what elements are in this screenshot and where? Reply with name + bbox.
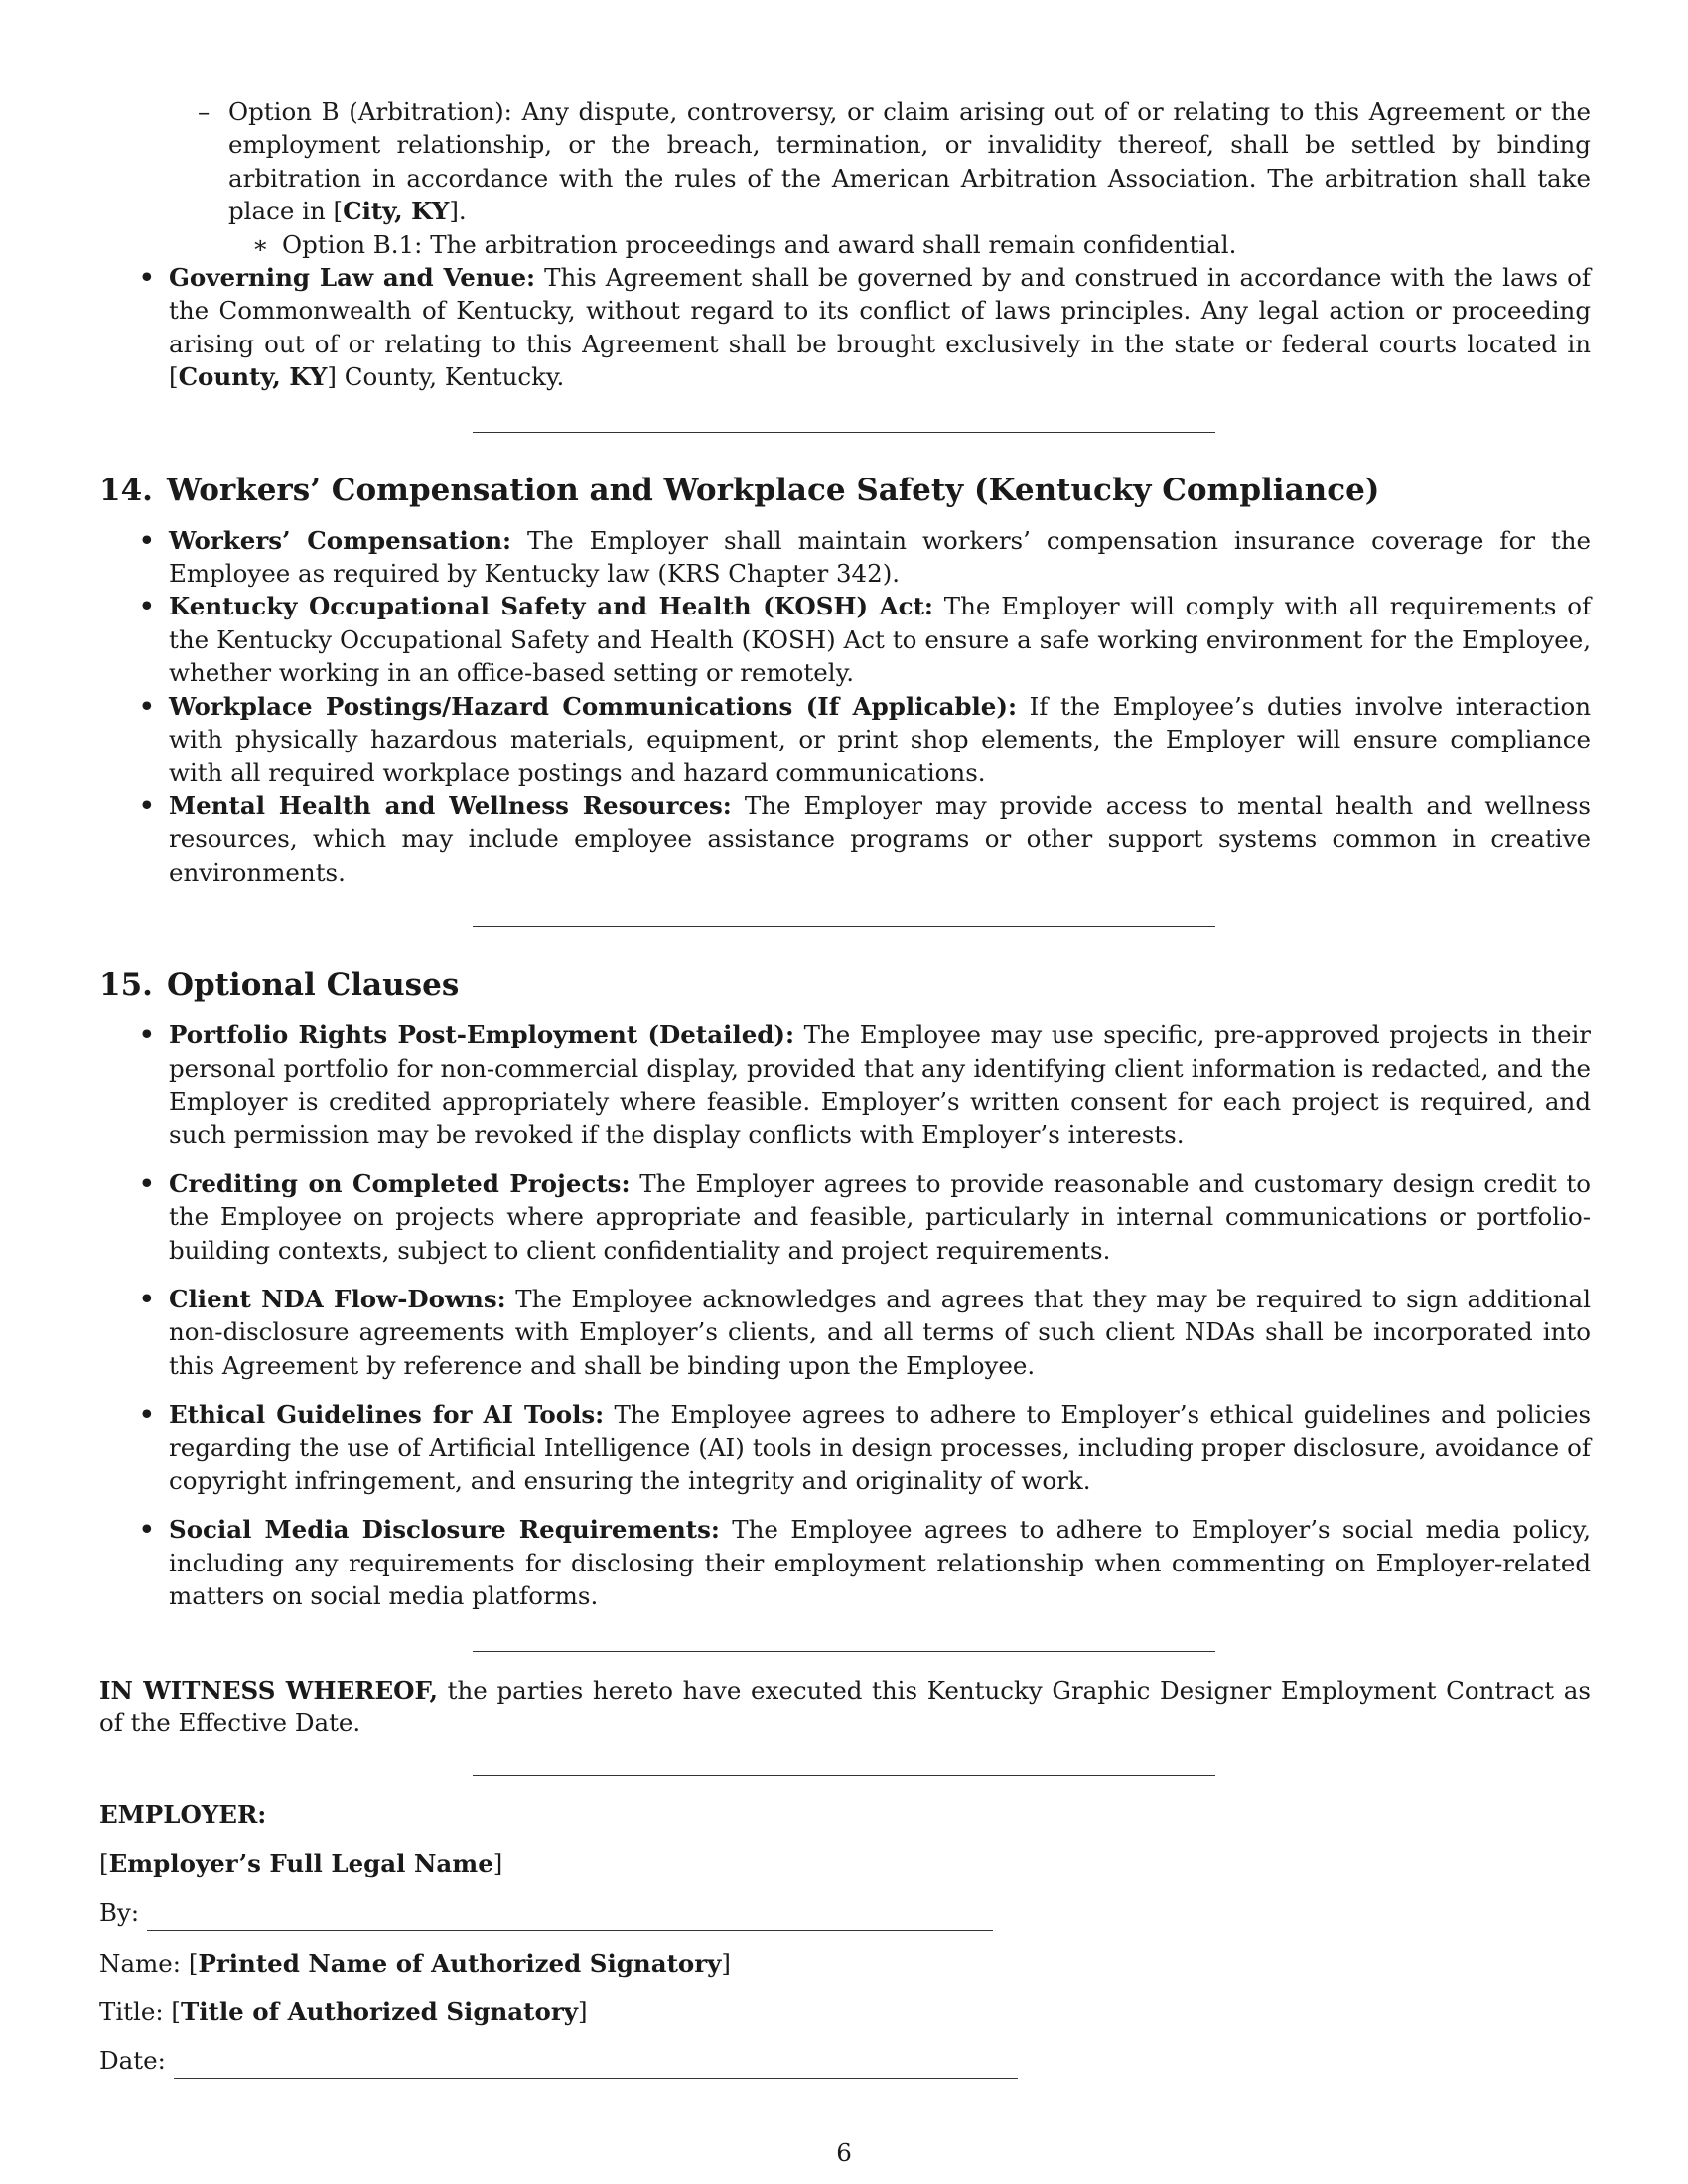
divider	[473, 1775, 1215, 1776]
title-line: Title: [Title of Authorized Signatory]	[99, 1997, 588, 2027]
date-field[interactable]	[174, 2044, 1018, 2078]
item-label: Workers’ Compensation:	[169, 525, 512, 555]
name-label: Name:	[99, 1948, 182, 1978]
document-page	[99, 95, 1591, 2079]
bullet-marker: •	[139, 790, 155, 820]
section-14-heading	[99, 471, 1591, 510]
option-b-text: Any dispute, controversy, or claim arising out of or relating to this Agreement or the employment relationship, or the breach, termination, or invalidity thereof, shall be settled by binding arbitration in accordance with the rules of the American Arbitration Association. The arbitration shall take place in	[228, 97, 1592, 226]
employer-legal-name: Employer’s Full Legal Name	[108, 1848, 493, 1878]
bullet-marker: •	[139, 263, 155, 293]
item-text: The Employee acknowledges and agrees that they may be required to sign additional non-disclosure agreements with Employer’s clients, and all terms of such client NDAs shall be incorporated into this Agreement by reference and shall be binding upon the Employee.	[169, 1284, 1591, 1380]
signature-heading: EMPLOYER:	[99, 1800, 267, 1830]
dash-marker: –	[198, 97, 211, 126]
by-line	[99, 1896, 1591, 1930]
bullet-marker: •	[139, 525, 155, 555]
by-label: By:	[99, 1898, 140, 1928]
divider	[473, 926, 1215, 927]
bullet-marker: •	[139, 592, 155, 621]
page-number: 6	[836, 2138, 852, 2167]
name-value: Printed Name of Authorized Signatory	[198, 1948, 722, 1978]
star-marker: ∗	[252, 229, 269, 259]
list-item	[139, 1398, 1592, 1497]
item-label: Mental Health and Wellness Resources:	[169, 790, 732, 820]
witness-text: the parties hereto have executed this Kentucky Graphic Designer Employment Contract as of the Effective Date.	[99, 1675, 1591, 1738]
list-item	[139, 524, 1591, 591]
item-text: The Employer may provide access to mental health and wellness resources, which may include employee assistance programs or other support systems common in creative environments.	[169, 790, 1591, 887]
bullet-marker: •	[139, 1515, 155, 1545]
list-item	[139, 1167, 1591, 1267]
item-label: Social Media Disclosure Requirements:	[169, 1515, 720, 1545]
signature-block	[99, 1798, 1591, 2078]
date-label: Date:	[99, 2046, 166, 2076]
title-label: Title:	[99, 1997, 164, 2027]
section-15-title: Optional Clauses	[166, 967, 460, 1004]
item-text: If the Employee’s duties involve interaction with physically hazardous materials, equipment, or print shop elements, the Employer will ensure compliance with all required workplace postings and hazard communications.	[169, 691, 1591, 787]
item-label: Client NDA Flow-Downs:	[169, 1284, 506, 1313]
section-14-title: Workers’ Compensation and Workplace Safety (Kentucky Compliance)	[166, 472, 1380, 508]
item-label: Ethical Guidelines for AI Tools:	[169, 1400, 605, 1430]
list-item	[139, 690, 1591, 789]
list-item	[139, 789, 1591, 888]
item-text: The Employer agrees to provide reasonable and customary design credit to the Employee on projects where appropriate and feasible, particularly in internal communications or portfolio-building contexts, subject to client confidentiality and project requirements.	[169, 1168, 1591, 1265]
dispute-options-list	[198, 95, 1592, 261]
date-line	[99, 2044, 1591, 2078]
section-15-number: 15.	[99, 967, 153, 1004]
name-line: Name: [Printed Name of Authorized Signatory]	[99, 1948, 731, 1978]
governing-text: This Agreement shall be governed by and construed in accordance with the laws of the Commonwealth of Kentucky, without regard to its conflict of laws principles. Any legal action or proceeding arising out of or relating to this Agreement shall be brought exclusively in the state or federal courts located in	[169, 263, 1591, 358]
item-label: Workplace Postings/Hazard Communications (If Applicable):	[169, 691, 1017, 721]
item-text: The Employee agrees to adhere to Employer’s social media policy, including any requirements for disclosing their employment relationship when commenting on Employer-related matters on social media platforms.	[169, 1515, 1591, 1611]
bullet-marker: •	[139, 691, 155, 721]
governing-list	[99, 261, 1591, 394]
item-text: The Employee agrees to adhere to Employer’s ethical guidelines and policies regarding the use of Artificial Intelligence (AI) tools in design processes, including proper disclosure, avoidance of copyright infringement, and ensuring the integrity and originality of work.	[169, 1400, 1592, 1495]
option-b-label: Option B (Arbitration):	[228, 97, 512, 126]
by-signature-field[interactable]	[147, 1896, 993, 1930]
item-text: The Employer shall maintain workers’ compensation insurance coverage for the Employee as required by Kentucky law (KRS Chapter 342).	[169, 525, 1591, 589]
governing-law-item: • Governing Law and Venue: This Agreement shall be governed by and construed in accordance with the laws of the Commonwealth of Kentucky, without regard to its conflict of laws principles. Any legal action or proceeding arising out of or relating to this Agreement shall be brought exclusively in the state or federal courts located in [County, KY] County, Kentucky.	[139, 263, 1591, 392]
title-value: Title of Authorized Signatory	[180, 1997, 578, 2027]
witness-lead: IN WITNESS WHEREOF,	[99, 1675, 438, 1705]
item-label: Kentucky Occupational Safety and Health (KOSH) Act:	[169, 592, 933, 621]
bullet-marker: •	[139, 1021, 155, 1050]
item-text: The Employee may use specific, pre-approved projects in their personal portfolio for non-commercial display, provided that any identifying client information is redacted, and the Employer is credited appropriately where feasible. Employer’s written consent for each project is required, and such permission may be revoked if the display conflicts with Employer’s interests.	[169, 1021, 1591, 1150]
section-15-heading	[99, 965, 1591, 1005]
item-text: The Employer will comply with all requirements of the Kentucky Occupational Safety and Health (KOSH) Act to ensure a safe working environment for the Employee, whether working in an office-based setting or remotely.	[169, 592, 1592, 688]
governing-county: County, KY	[178, 362, 328, 392]
bullet-marker: •	[139, 1400, 155, 1430]
employer-legal-name-line: [Employer’s Full Legal Name]	[99, 1848, 503, 1878]
item-label: Crediting on Completed Projects:	[169, 1168, 631, 1198]
option-b1-item	[252, 228, 1591, 261]
divider	[473, 432, 1215, 433]
bullet-marker: •	[139, 1168, 155, 1198]
list-item	[139, 1283, 1591, 1382]
option-b1-text: Option B.1: The arbitration proceedings and award shall remain confidential.	[282, 229, 1237, 259]
section-14-number: 14.	[99, 472, 153, 508]
section-14-list	[99, 524, 1591, 888]
bullet-marker: •	[139, 1284, 155, 1313]
list-item	[139, 590, 1592, 689]
item-label: Portfolio Rights Post-Employment (Detailed):	[169, 1021, 795, 1050]
governing-label: Governing Law and Venue:	[169, 263, 536, 293]
list-item	[139, 1019, 1591, 1152]
governing-tail: County, Kentucky.	[336, 362, 565, 392]
option-b-item: – Option B (Arbitration): Any dispute, controversy, or claim arising out of or relating to this Agreement or the employment relationship, or the breach, termination, or invalidity thereof, shall be settled by binding arbitration in accordance with the rules of the American Arbitration Association. The arbitration shall take place in [City, KY]. ∗ Option B.1: The arbitration proceedings and award shall remain confidential.	[228, 95, 1591, 261]
section-15-list	[99, 1019, 1591, 1613]
list-item	[139, 1513, 1591, 1612]
witness-paragraph	[99, 1674, 1591, 1740]
divider	[473, 1651, 1215, 1652]
option-b-city: City, KY	[343, 197, 450, 226]
